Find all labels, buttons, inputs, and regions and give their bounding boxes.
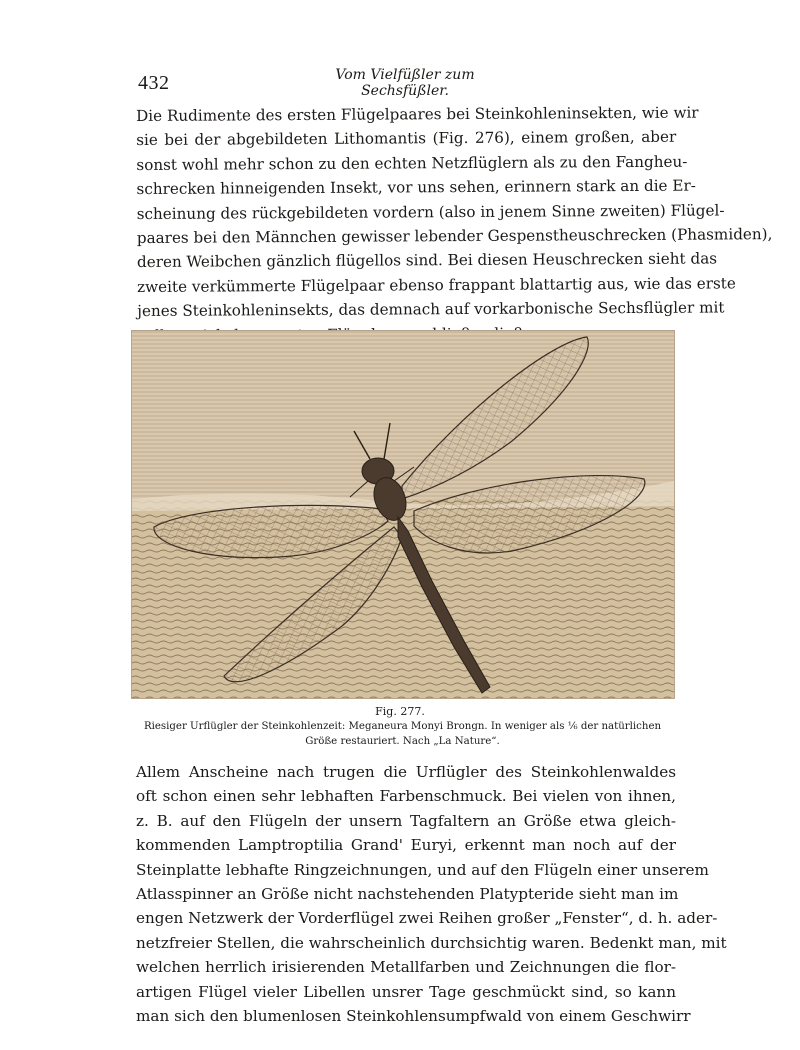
text-line: paares bei den Männchen gewisser lebender Gespenstheuschrecken (Phasmiden),	[136, 225, 773, 248]
text-line: engen Netzwerk der Vorderflügel zwei Reihen großer „Fenster“, d. h. ader-	[136, 909, 718, 928]
figure-caption	[130, 719, 675, 749]
text-line: artigen Flügel vieler Libellen unsrer Tage geschmückt sind, so kann	[136, 982, 676, 1001]
text-line: Steinplatte lebhafte Ringzeichnungen, und auf den Flügeln einer unserem	[136, 860, 709, 879]
text-line: deren Weibchen gänzlich flügellos sind. Bei diesen Heuschrecken sieht das	[136, 249, 718, 272]
text-line: sonst wohl mehr schon zu den echten Netzflüglern als zu den Fangheu-	[136, 152, 688, 174]
text-line: kommenden Lamptroptilia Grand' Euryi, erkennt man noch auf der	[136, 836, 676, 855]
figure-number: Fig. 277.	[375, 705, 425, 718]
text-line: schrecken hinneigenden Insekt, vor uns sehen, erinnern stark an die Er-	[136, 176, 696, 199]
running-head: Vom Vielfüßler zum Sechsfüßler.	[335, 67, 475, 99]
caption-line: Größe restauriert. Nach „La Nature“.	[305, 736, 500, 747]
text-line: z. B. auf den Flügeln der unsern Tagfaltern an Größe etwa gleich-	[136, 811, 676, 830]
text-line: scheinung des rückgebildeten vordern (also in jenem Sinne zweiten) Flügel-	[136, 201, 725, 223]
text-line: Allem Anscheine nach trugen die Urflügler des Steinkohlenwaldes	[136, 763, 676, 781]
text-line: welchen herrlich irisierenden Metallfarben und Zeichnungen die flor-	[136, 958, 676, 977]
caption-line: Riesiger Urflügler der Steinkohlenzeit: Meganeura Monyi Brongn. In weniger als ⅙ der natürlichen	[143, 721, 662, 732]
dragonfly-illustration	[131, 330, 675, 699]
text-line: sie bei der abgebildeten Lithomantis (Fig. 276), einem großen, aber	[136, 128, 677, 150]
text-line: Atlasspinner an Größe nicht nachstehenden Platypteride sieht man im	[136, 885, 679, 904]
paragraph-1	[136, 101, 773, 348]
page-number: 432	[138, 72, 170, 94]
text-line: Die Rudimente des ersten Flügelpaares bei Steinkohleninsekten, wie wir	[136, 103, 699, 125]
text-line: oft schon einen sehr lebhaften Farbenschmuck. Bei vielen von ihnen,	[136, 787, 676, 806]
text-line: jenes Steinkohleninsekts, das demnach auf vorkarbonische Sechsflügler mit	[137, 298, 725, 321]
text-line: netzfreier Stellen, die wahrscheinlich durchsichtig waren. Bedenkt man, mit	[136, 933, 727, 952]
text-line: zweite verkümmerte Flügelpaar ebenso frappant blattartig aus, wie das erste	[137, 274, 736, 296]
paragraph-2	[136, 760, 727, 1028]
text-line: man sich den blumenlosen Steinkohlensumpfwald von einem Geschwirr	[136, 1007, 691, 1026]
